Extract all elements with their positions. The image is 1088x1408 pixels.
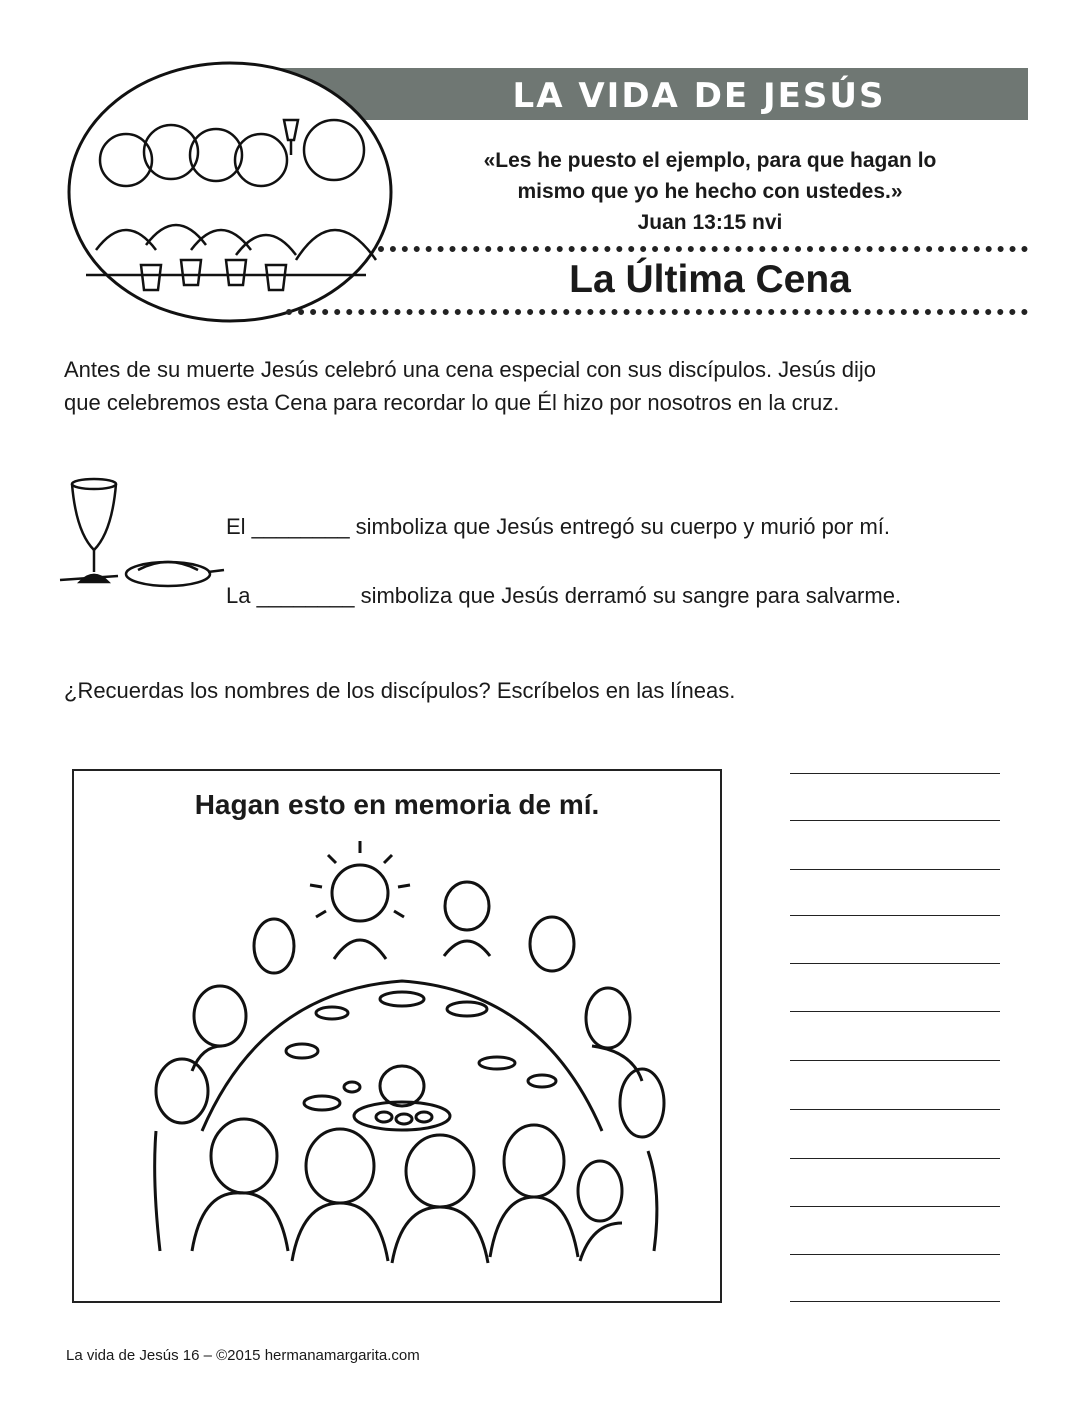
- coloring-box: [72, 769, 722, 1303]
- scripture-verse: [430, 145, 990, 238]
- lesson-title: La Última Cena: [569, 258, 851, 301]
- answer-line[interactable]: [790, 773, 1000, 774]
- fill-blank-bread: El ________ simboliza que Jesús entregó su cuerpo y murió por mí.: [226, 514, 891, 539]
- answer-line[interactable]: [790, 915, 1000, 916]
- verse-reference: Juan 13:15 nvi: [637, 211, 783, 234]
- answer-line[interactable]: [790, 1206, 1000, 1207]
- chalice-and-bread-icon: [58, 472, 226, 598]
- last-supper-illustration: [66, 60, 394, 324]
- dotted-divider-top: [378, 246, 1028, 252]
- answer-line[interactable]: [790, 1060, 1000, 1061]
- answer-line[interactable]: [790, 1158, 1000, 1159]
- intro-line-1: Antes de su muerte Jesús celebró una cena especial con sus discípulos. Jesús dijo: [64, 357, 877, 382]
- intro-line-2: que celebremos esta Cena para recordar lo que Él hizo por nosotros en la cruz.: [64, 390, 840, 415]
- answer-line[interactable]: [790, 1109, 1000, 1110]
- answer-line[interactable]: [790, 869, 1000, 870]
- dotted-divider-bottom: [286, 309, 1028, 315]
- answer-line[interactable]: [790, 1011, 1000, 1012]
- series-title: LA VIDA DE JESÚS: [512, 76, 886, 116]
- verse-line-2: mismo que yo he hecho con ustedes.»: [517, 180, 903, 203]
- intro-paragraph: [64, 353, 1024, 419]
- coloring-box-title: Hagan esto en memoria de mí.: [194, 789, 600, 820]
- answer-line[interactable]: [790, 963, 1000, 964]
- answer-line[interactable]: [790, 1254, 1000, 1255]
- answer-line[interactable]: [790, 820, 1000, 821]
- answer-line[interactable]: [790, 1301, 1000, 1302]
- page-footer: La vida de Jesús 16 – ©2015 hermanamargarita.com: [66, 1347, 420, 1364]
- verse-line-1: «Les he puesto el ejemplo, para que hagan lo: [483, 149, 937, 172]
- fill-blank-wine: La ________ simboliza que Jesús derramó su sangre para salvarme.: [226, 583, 902, 608]
- last-supper-table-drawing: [122, 831, 682, 1291]
- disciples-question: ¿Recuerdas los nombres de los discípulos? Escríbelos en las líneas.: [64, 678, 736, 703]
